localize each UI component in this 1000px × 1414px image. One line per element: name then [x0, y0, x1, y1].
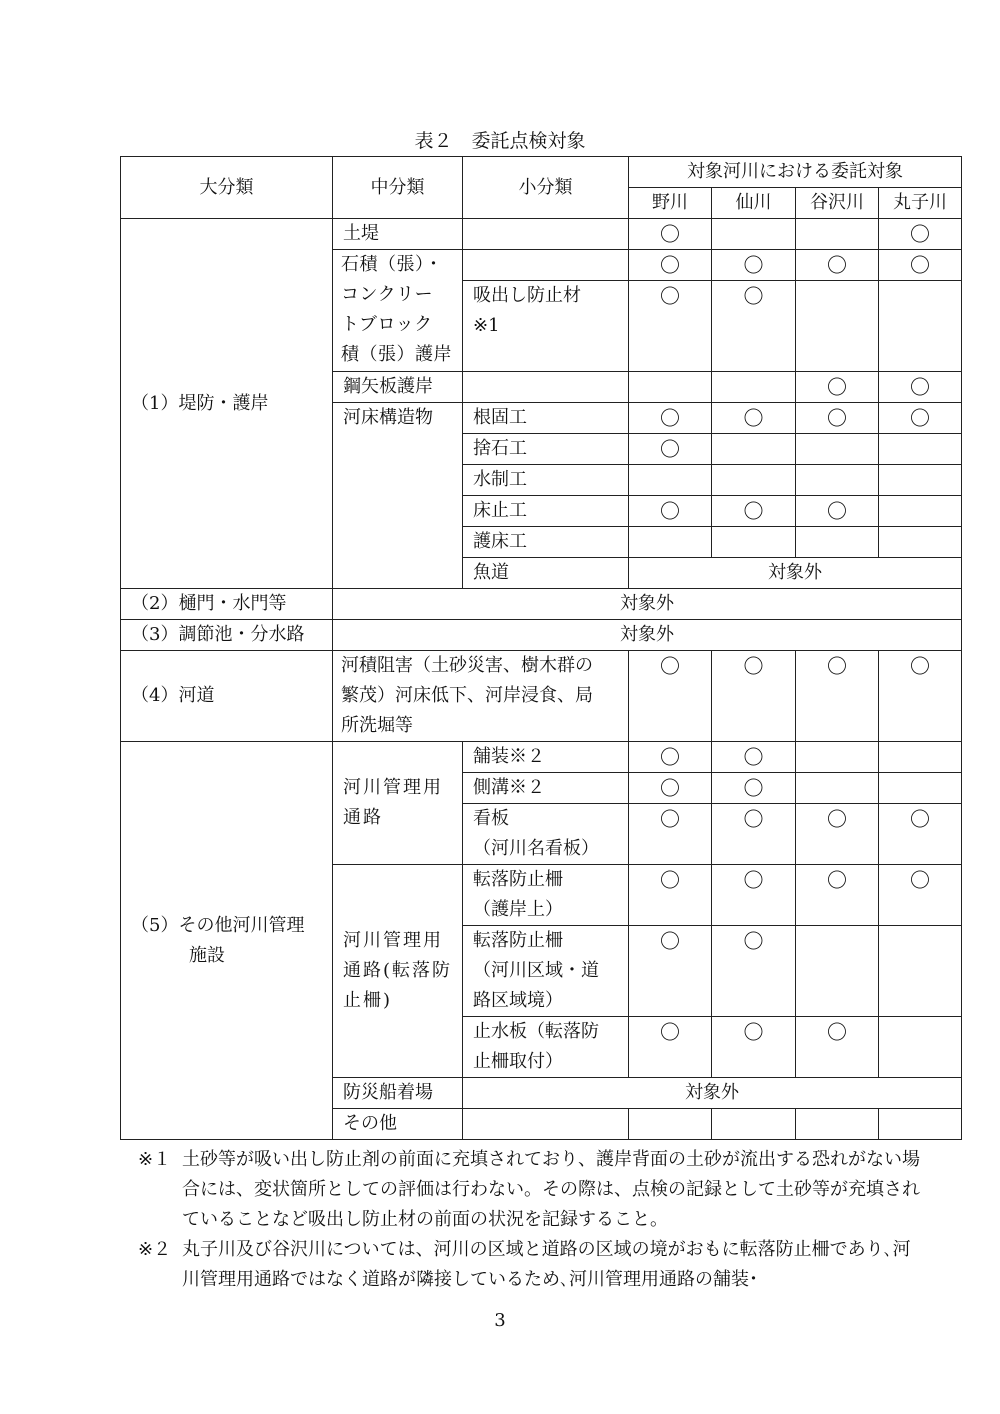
circle-mark: 〇: [879, 403, 962, 434]
inspection-target-table: [120, 156, 962, 1140]
group-label: （5）その他河川管理 施設: [121, 742, 333, 1140]
group-label: （1）堤防・護岸: [121, 219, 333, 589]
empty-cell: [879, 281, 962, 372]
circle-mark: 〇: [629, 773, 712, 804]
empty-cell: [879, 1017, 962, 1078]
circle-mark: 〇: [629, 865, 712, 926]
middle-cell: 河川管理用 通路: [333, 742, 463, 865]
empty-cell: [712, 434, 796, 465]
minor-cell: 水制工: [463, 465, 629, 496]
out-of-scope: 対象外: [463, 1078, 962, 1109]
circle-mark: 〇: [712, 804, 796, 865]
middle-cell: 河川管理用 通路(転落防 止柵): [333, 865, 463, 1078]
circle-mark: 〇: [879, 219, 962, 250]
circle-mark: 〇: [712, 250, 796, 281]
circle-mark: 〇: [712, 926, 796, 1017]
circle-mark: 〇: [879, 372, 962, 403]
middle-cell: 防災船着場: [333, 1078, 463, 1109]
empty-cell: [879, 1109, 962, 1140]
empty-cell: [879, 434, 962, 465]
empty-cell: [796, 219, 879, 250]
circle-mark: 〇: [712, 1017, 796, 1078]
header-minor: 小分類: [463, 157, 629, 219]
minor-cell: 止水板（転落防 止柵取付）: [463, 1017, 629, 1078]
empty-cell: [712, 219, 796, 250]
page-number: 3: [494, 1310, 506, 1331]
minor-cell: 護床工: [463, 527, 629, 558]
circle-mark: 〇: [796, 372, 879, 403]
circle-mark: 〇: [879, 865, 962, 926]
circle-mark: 〇: [629, 926, 712, 1017]
circle-mark: 〇: [712, 403, 796, 434]
minor-cell: [463, 219, 629, 250]
empty-cell: [629, 527, 712, 558]
minor-cell: 看板 （河川名看板）: [463, 804, 629, 865]
empty-cell: [463, 1109, 629, 1140]
circle-mark: 〇: [629, 434, 712, 465]
header-river: 仙川: [712, 188, 796, 219]
group-label: （4）河道: [121, 651, 333, 742]
empty-cell: [879, 496, 962, 527]
circle-mark: 〇: [712, 281, 796, 372]
empty-cell: [879, 527, 962, 558]
footnotes: [138, 1145, 928, 1295]
circle-mark: 〇: [629, 1017, 712, 1078]
empty-cell: [796, 281, 879, 372]
footnote-text: 丸子川及び谷沢川については、河川の区域と道路の区域の境がおもに転落防止柵であり､河川管理用通路ではなく道路が隣接しているため､河川管理用通路の舗装･: [182, 1239, 911, 1290]
empty-cell: [796, 434, 879, 465]
kadou-description: 河積阻害（土砂災害、樹木群の 繁茂）河床低下、河岸浸食、局 所洗堀等: [333, 651, 629, 742]
empty-cell: [879, 926, 962, 1017]
footnote-text: 土砂等が吸い出し防止剤の前面に充填されており、護岸背面の土砂が流出する恐れがない場合には、変状箇所としての評価は行わない。その際は、点検の記録として土砂等が充填されていることなど吸出し防止材の前面の状況を記録すること。: [182, 1149, 920, 1230]
circle-mark: 〇: [879, 651, 962, 742]
empty-cell: [879, 742, 962, 773]
out-of-scope: 対象外: [333, 589, 962, 620]
middle-cell: その他: [333, 1109, 463, 1140]
minor-cell: 転落防止柵 （護岸上）: [463, 865, 629, 926]
header-target-group: 対象河川における委託対象: [629, 157, 962, 188]
footnote: [138, 1145, 928, 1235]
empty-cell: [629, 465, 712, 496]
empty-cell: [796, 773, 879, 804]
middle-cell: 河床構造物: [333, 403, 463, 589]
middle-cell: 鋼矢板護岸: [333, 372, 463, 403]
minor-cell: 舗装※２: [463, 742, 629, 773]
circle-mark: 〇: [879, 250, 962, 281]
empty-cell: [629, 372, 712, 403]
circle-mark: 〇: [712, 742, 796, 773]
circle-mark: 〇: [712, 651, 796, 742]
group-label: （3）調節池・分水路: [121, 620, 333, 651]
circle-mark: 〇: [629, 651, 712, 742]
minor-cell: 側溝※２: [463, 773, 629, 804]
circle-mark: 〇: [879, 804, 962, 865]
out-of-scope: 対象外: [629, 558, 962, 589]
footnote: [138, 1235, 928, 1295]
minor-cell: 床止工: [463, 496, 629, 527]
middle-cell: 土堤: [333, 219, 463, 250]
circle-mark: 〇: [629, 219, 712, 250]
circle-mark: 〇: [629, 250, 712, 281]
group-label: （2）樋門・水門等: [121, 589, 333, 620]
header-major: 大分類: [121, 157, 333, 219]
header-middle: 中分類: [333, 157, 463, 219]
empty-cell: [712, 527, 796, 558]
empty-cell: [712, 372, 796, 403]
middle-cell: 石積（張）・ コンクリー トブロック 積（張）護岸: [333, 250, 463, 372]
minor-cell: 吸出し防止材 ※1: [463, 281, 629, 372]
footnote-mark: ※２: [138, 1239, 172, 1260]
circle-mark: 〇: [629, 281, 712, 372]
empty-cell: [712, 1109, 796, 1140]
minor-cell: 根固工: [463, 403, 629, 434]
circle-mark: 〇: [796, 804, 879, 865]
header-river: 谷沢川: [796, 188, 879, 219]
circle-mark: 〇: [796, 250, 879, 281]
empty-cell: [629, 1109, 712, 1140]
footnote-mark: ※１: [138, 1149, 172, 1170]
table-caption: 表２ 委託点検対象: [414, 130, 586, 152]
header-river: 丸子川: [879, 188, 962, 219]
minor-cell: 転落防止柵 （河川区域・道 路区域境）: [463, 926, 629, 1017]
empty-cell: [879, 773, 962, 804]
minor-cell: 魚道: [463, 558, 629, 589]
circle-mark: 〇: [796, 651, 879, 742]
circle-mark: 〇: [712, 496, 796, 527]
circle-mark: 〇: [712, 773, 796, 804]
circle-mark: 〇: [629, 403, 712, 434]
empty-cell: [712, 465, 796, 496]
circle-mark: 〇: [796, 403, 879, 434]
header-river: 野川: [629, 188, 712, 219]
circle-mark: 〇: [796, 865, 879, 926]
empty-cell: [796, 926, 879, 1017]
minor-cell: 捨石工: [463, 434, 629, 465]
empty-cell: [796, 465, 879, 496]
circle-mark: 〇: [796, 1017, 879, 1078]
out-of-scope: 対象外: [333, 620, 962, 651]
circle-mark: 〇: [629, 496, 712, 527]
empty-cell: [796, 742, 879, 773]
minor-cell: [463, 372, 629, 403]
circle-mark: 〇: [629, 742, 712, 773]
circle-mark: 〇: [712, 865, 796, 926]
empty-cell: [796, 1109, 879, 1140]
empty-cell: [796, 527, 879, 558]
minor-cell: [463, 250, 629, 281]
circle-mark: 〇: [796, 496, 879, 527]
empty-cell: [879, 465, 962, 496]
circle-mark: 〇: [629, 804, 712, 865]
